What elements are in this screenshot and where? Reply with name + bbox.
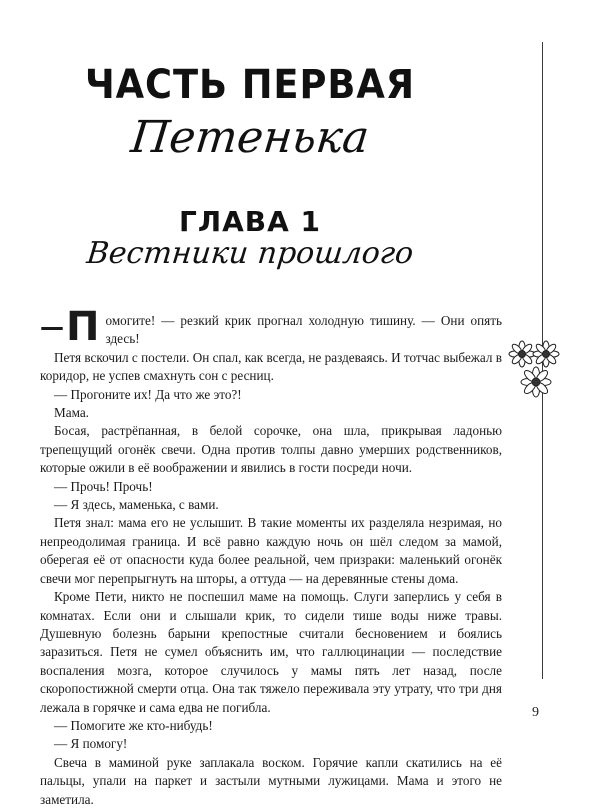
paragraph: Босая, растрёпанная, в белой сорочке, она шла, прикрывая ладонью трепещущий огонёк свечи. Одна против толпы давно умерших родственников, которые ожили в её воображении и явились в гости посреди ночи. [40,423,502,476]
chapter-subtitle: Вестники прошлого [85,236,415,271]
part-subtitle: Петенька [128,112,372,163]
drop-cap-dash: — [40,313,64,341]
paragraph: Свеча в маминой руке заплакала воском. Горячие капли скатились на её пальцы, упали на паркет и застыли мутными лужицами. Мама и этого не заметила. [40,754,502,807]
paragraph: — Я помогу! [54,736,128,752]
page-number: 9 [532,705,539,720]
drop-cap-letter: П [66,304,100,350]
chapter-title: ГЛАВА 1 [178,205,321,238]
part-title: ЧАСТЬ ПЕРВАЯ [84,62,415,108]
paragraph: — Помогите же кто-нибудь! [54,717,213,733]
paragraph: Петя вскочил с постели. Он спал, как всегда, не раздеваясь. И тотчас выбежал в коридор, не успев смахнуть сон с ресниц. [40,349,502,384]
paragraph: Кроме Пети, никто не поспешил маме на помощь. Слуги заперлись у себя в комнатах. Если они и слышали крик, то сидели тише воды ниже травы. Душевную болезнь барыни крепостные считали бесновением и боялись заразиться. Петя не сумел объяснить им, что галлюцинации — последствие воспаления мозга, которое случилось у мамы пять лет назад, после скоропостижной смерти отца. Она так тяжело переживала эту утрату, что три дня лежала в горячке и сама едва не погибла. [40,589,502,715]
paragraph: — Прогоните их! Да что же это?! [54,386,242,402]
daisy-flowers-icon [508,340,568,410]
paragraph-text: омогите! — резкий крик прогнал холодную тишину. — Они опять здесь! [105,313,502,347]
paragraph: — Я здесь, маменька, с вами. [54,497,219,513]
paragraph: — Прочь! Прочь! [54,478,153,494]
paragraph [40,304,502,350]
chapter-body [40,304,502,809]
paragraph: Мама. [54,405,89,421]
drop-cap [40,304,100,350]
paragraph: Петя знал: мама его не услышит. В такие моменты их разделяла незримая, но непреодолимая граница. И всё равно каждую ночь он шёл следом за мамой, оберегая её от опасности куда более реальной, чем призраки: маленький огонёк свечи мог перепрыгнуть на шторы, а оттуда — на деревянные стены дома. [40,515,502,586]
